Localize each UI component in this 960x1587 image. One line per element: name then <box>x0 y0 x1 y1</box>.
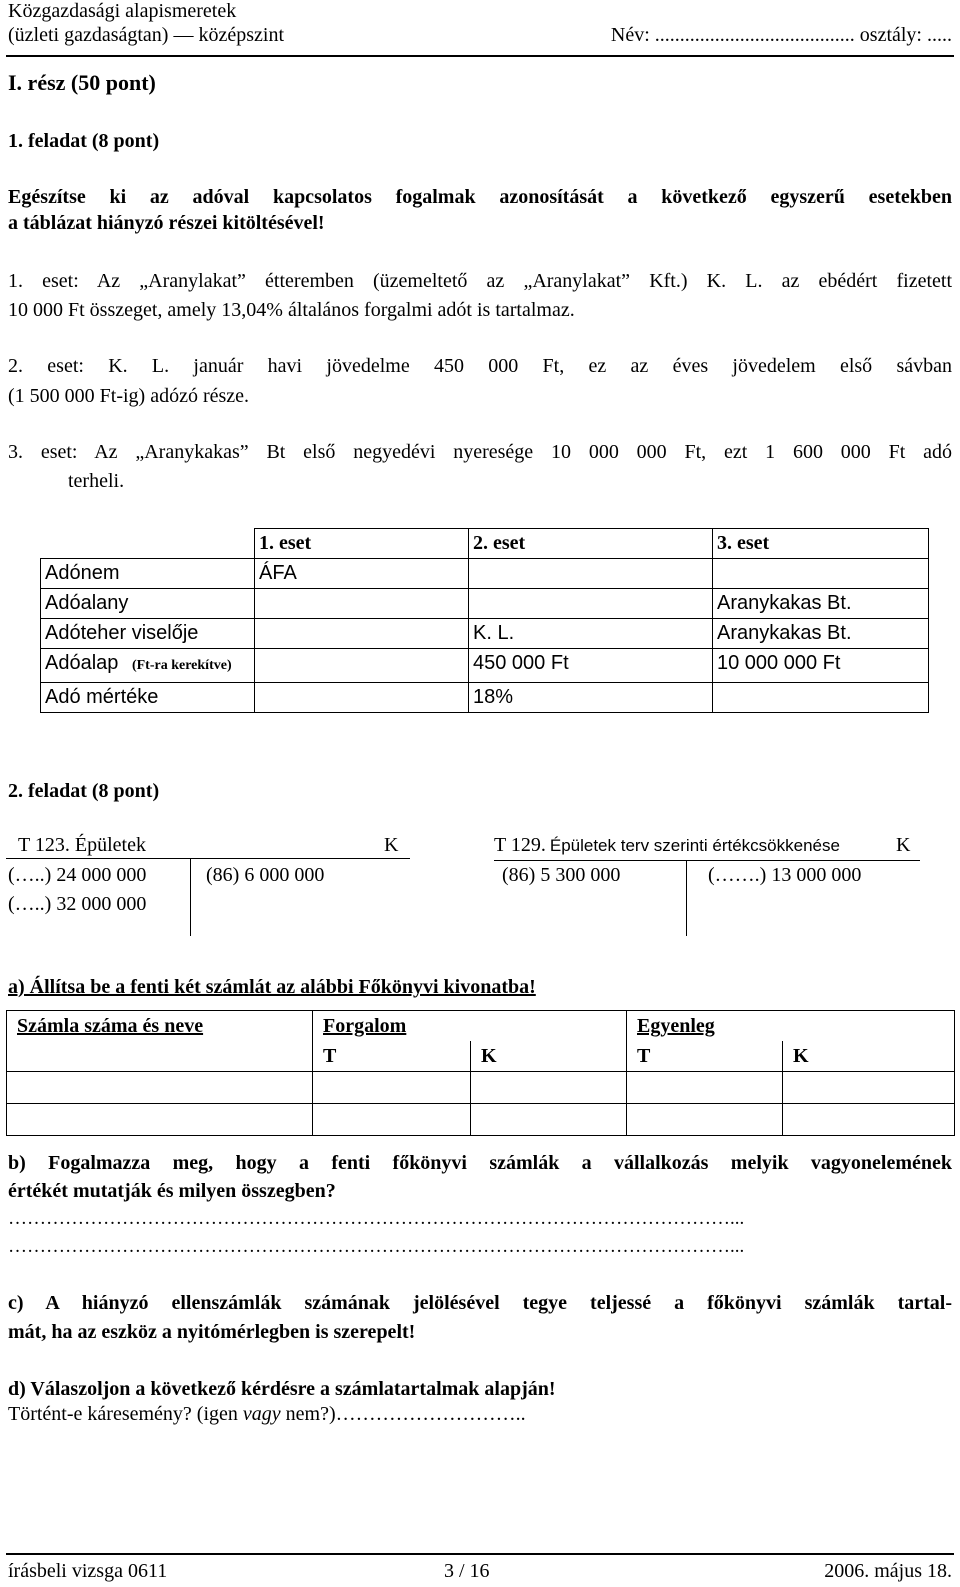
ledger-sub-balance-debit: T <box>627 1041 783 1072</box>
ledger-sub-turnover-debit: T <box>313 1041 471 1072</box>
account2-title-prefix: T 129. <box>494 834 546 856</box>
answer-line-2[interactable]: ……………………………………………………………………………………………………... <box>8 1236 745 1257</box>
tax-table-row <box>41 649 929 683</box>
cell-adonem-case1[interactable]: ÁFA <box>255 559 469 589</box>
tax-table-header-case3: 3. eset <box>713 529 929 559</box>
footer-page: 3 / 16 <box>444 1560 490 1582</box>
account1-credit-1: (86) 6 000 000 <box>206 864 325 886</box>
tax-table-row <box>41 589 929 619</box>
ledger-cell[interactable] <box>627 1104 783 1136</box>
case2-line2: (1 500 000 Ft-ig) adózó része. <box>8 385 250 407</box>
task1-instruction-line1: Egészítse ki az adóval kapcsolatos fogalmak azonosítását a következő egyszerű esetekben <box>8 186 952 208</box>
cell-adoalany-case1[interactable] <box>255 589 469 619</box>
task2-title: 2. feladat (8 pont) <box>8 780 160 802</box>
answer-line-1[interactable]: ……………………………………………………………………………………………………... <box>8 1208 745 1229</box>
account1-title: T 123. Épületek <box>18 834 146 856</box>
cell-merteke-case2: 18% <box>469 683 713 713</box>
question-a: a) Állítsa be a fenti két számlát az alábbi Főkönyvi kivonatba! <box>8 976 536 998</box>
row-label-adoteher: Adóteher viselője <box>41 619 255 649</box>
question-d-vagy: vagy <box>242 1403 281 1425</box>
ledger-cell[interactable] <box>7 1104 313 1136</box>
ledger-col-turnover: Forgalom <box>313 1011 627 1042</box>
account2-title <box>494 834 840 857</box>
ledger-header-row <box>7 1011 955 1042</box>
task1-title: 1. feladat (8 pont) <box>8 130 160 152</box>
cell-adoalap-case3: 10 000 000 Ft <box>713 649 929 683</box>
header-divider <box>6 55 954 57</box>
tax-table <box>40 528 929 713</box>
account2-title-name: Épületek terv szerinti értékcsökkenése <box>549 836 840 855</box>
footer-date: 2006. május 18. <box>824 1560 952 1582</box>
account1-top-line <box>6 858 410 859</box>
question-b-line1: b) Fogalmazza meg, hogy a fenti főkönyvi számlák a vállalkozás melyik vagyonelemének <box>8 1152 952 1174</box>
part-title: I. rész (50 pont) <box>8 70 156 95</box>
case1-line2: 10 000 Ft összeget, amely 13,04% általános forgalmi adót is tartalmaz. <box>8 299 575 321</box>
account2-debit-1: (86) 5 300 000 <box>502 864 621 886</box>
header-level: (üzleti gazdaságtan) — középszint <box>8 24 284 46</box>
row-label-ado-merteke: Adó mértéke <box>41 683 255 713</box>
case2-line1: 2. eset: K. L. január havi jövedelme 450 000 Ft, ez az éves jövedelem első sávban <box>8 355 952 377</box>
account2-credit-1[interactable]: (…….) 13 000 000 <box>708 864 862 886</box>
cell-adonem-case2[interactable] <box>469 559 713 589</box>
ledger-cell[interactable] <box>313 1104 471 1136</box>
task1-instruction-line2: a táblázat hiányzó részei kitöltésével! <box>8 212 325 234</box>
ledger-col-balance: Egyenleg <box>627 1011 955 1042</box>
question-d: d) Válaszoljon a következő kérdésre a számlatartalmak alapján! <box>8 1378 556 1400</box>
ledger-row <box>7 1104 955 1136</box>
question-c-line2: mát, ha az eszköz a nyitómérlegben is szerepelt! <box>8 1321 416 1343</box>
tax-table-header-case1: 1. eset <box>255 529 469 559</box>
cell-adoalany-case3: Aranykakas Bt. <box>713 589 929 619</box>
cell-merteke-case3[interactable] <box>713 683 929 713</box>
cell-adonem-case3[interactable] <box>713 559 929 589</box>
tax-table-row <box>41 559 929 589</box>
account1-debit-2[interactable]: (…..) 32 000 000 <box>8 893 147 915</box>
case1-line1: 1. eset: Az „Aranylakat” étteremben (üzemeltető az „Aranylakat” Kft.) K. L. az ebédért fizetett <box>8 270 952 292</box>
header-name-field: Név: ........................................ osztály: ..... <box>610 24 952 46</box>
cell-merteke-case1[interactable] <box>255 683 469 713</box>
account1-debit-1[interactable]: (…..) 24 000 000 <box>8 864 147 886</box>
question-d-suffix[interactable]: nem?)……………………….. <box>280 1403 526 1425</box>
ledger-cell[interactable] <box>7 1072 313 1104</box>
ledger-cell[interactable] <box>471 1072 627 1104</box>
question-c-line1: c) A hiányzó ellenszámlák számának jelölésével tegye teljessé a főkönyvi számlák tartal- <box>8 1292 952 1314</box>
cell-adoteher-case2: K. L. <box>469 619 713 649</box>
question-d-prefix: Történt-e káresemény? (igen <box>8 1403 243 1425</box>
case3-line1: 3. eset: Az „Aranykakas” Bt első negyedévi nyeresége 10 000 000 Ft, ezt 1 600 000 Ft adó <box>8 441 952 463</box>
cell-adoalap-case2: 450 000 Ft <box>469 649 713 683</box>
cell-adoalap-case1[interactable] <box>255 649 469 683</box>
ledger-cell[interactable] <box>471 1104 627 1136</box>
ledger-table <box>6 1010 955 1136</box>
row-label-adoalap <box>41 649 255 683</box>
tax-table-header-case2: 2. eset <box>469 529 713 559</box>
cell-adoteher-case3: Aranykakas Bt. <box>713 619 929 649</box>
ledger-cell[interactable] <box>627 1072 783 1104</box>
tax-table-corner <box>41 529 255 559</box>
tax-table-row <box>41 683 929 713</box>
account2-middle-line <box>686 860 687 936</box>
ledger-cell[interactable] <box>313 1072 471 1104</box>
header-subject: Közgazdasági alapismeretek <box>8 0 237 22</box>
row-label-adoalany: Adóalany <box>41 589 255 619</box>
row-label-adoalap-main: Adóalap <box>45 652 119 674</box>
tax-table-row <box>41 619 929 649</box>
row-label-adonem: Adónem <box>41 559 255 589</box>
ledger-row <box>7 1072 955 1104</box>
ledger-cell[interactable] <box>783 1104 955 1136</box>
account1-middle-line <box>190 858 191 936</box>
account1-credit-label: K <box>384 834 399 856</box>
question-d-answer[interactable] <box>8 1403 526 1426</box>
footer-exam: írásbeli vizsga 0611 <box>8 1560 168 1582</box>
question-b-line2: értékét mutatják és milyen összegben? <box>8 1180 336 1202</box>
case3-line2: terheli. <box>68 470 125 492</box>
ledger-sub-turnover-credit: K <box>471 1041 627 1072</box>
row-label-adoalap-note: (Ft-ra kerekítve) <box>131 658 232 673</box>
account2-top-line <box>494 860 920 861</box>
tax-table-header-row <box>41 529 929 559</box>
cell-adoalany-case2[interactable] <box>469 589 713 619</box>
ledger-cell[interactable] <box>783 1072 955 1104</box>
cell-adoteher-case1[interactable] <box>255 619 469 649</box>
ledger-col-account: Számla száma és neve <box>7 1011 313 1072</box>
footer-divider <box>6 1553 954 1555</box>
account2-credit-label: K <box>896 834 911 856</box>
ledger-sub-balance-credit: K <box>783 1041 955 1072</box>
